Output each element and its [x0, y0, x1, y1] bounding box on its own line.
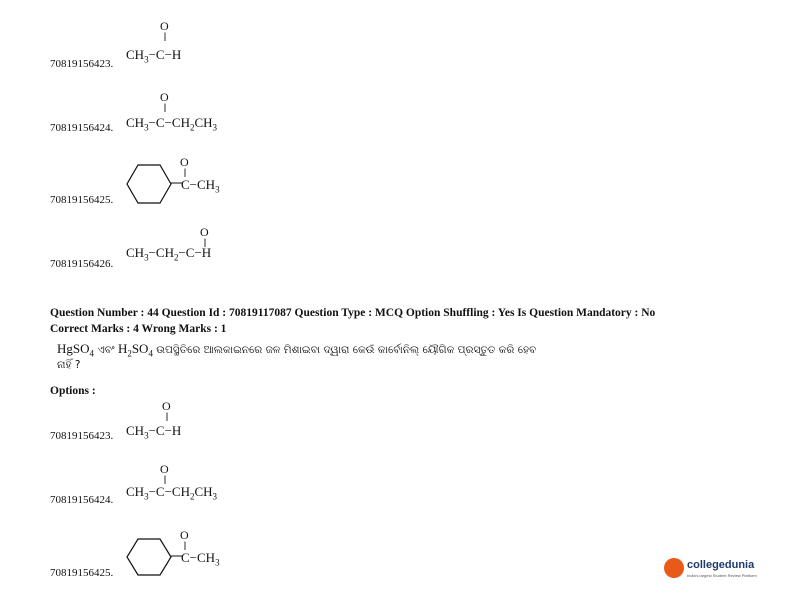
formula-sub: 2 [127, 348, 132, 359]
oxygen-label: O [162, 399, 171, 413]
oxygen-label: O [180, 528, 189, 542]
option-id: 70819156424. [50, 494, 114, 506]
double-bond: || [183, 167, 186, 177]
formula-part: −C−CH [148, 115, 190, 130]
formula-part: −CH [148, 245, 174, 260]
carbonyl-group [200, 226, 209, 246]
option-id: 70819156423. [50, 430, 114, 442]
formula-sub: 3 [215, 184, 220, 195]
structural-formula [181, 550, 220, 568]
logo-brand-text: collegedunia [687, 559, 755, 571]
formula-sub: 4 [89, 348, 95, 359]
structural-formula [126, 115, 217, 133]
question-text-line2: ନାହିଁ ? [57, 359, 81, 371]
collegedunia-logo [664, 556, 764, 584]
structural-formula [126, 245, 211, 263]
double-bond: || [183, 540, 186, 550]
oxygen-label: O [200, 225, 209, 239]
formula-sub: 3 [144, 491, 149, 502]
formula-part: CH [194, 484, 213, 499]
formula-part: CH [126, 115, 145, 130]
oxygen-label: O [160, 19, 169, 33]
formula-part: CH [194, 115, 213, 130]
carbonyl-group [180, 156, 189, 176]
formula-sub: 3 [215, 557, 220, 568]
odia-text: ଏବଂ [94, 344, 118, 356]
formula-part: −C−CH [148, 484, 190, 499]
formula-part: C−CH [181, 177, 216, 192]
double-bond: || [163, 474, 166, 484]
carbonyl-group [162, 400, 171, 420]
formula-part: SO [131, 341, 149, 356]
structural-formula [181, 177, 220, 195]
option-id: 70819156424. [50, 122, 114, 134]
question-meta-line2: Correct Marks : 4 Wrong Marks : 1 [50, 323, 227, 335]
carbonyl-group [180, 529, 189, 549]
formula-sub: 3 [212, 122, 218, 133]
formula-part: −C−H [148, 423, 182, 438]
formula-part: CH [126, 423, 145, 438]
formula-sub: 3 [144, 430, 149, 441]
formula-sub: 3 [144, 252, 149, 263]
formula-part: CH [126, 245, 145, 260]
formula-part: CH [126, 484, 145, 499]
oxygen-label: O [180, 155, 189, 169]
formula-sub: 2 [189, 122, 195, 133]
question-meta-line1: Question Number : 44 Question Id : 70819117087 Question Type : MCQ Option Shuffling : Yes Is Question Mandatory : No [50, 307, 656, 319]
formula-part: C−CH [181, 550, 216, 565]
cyclohexane-ring [126, 163, 172, 205]
structural-formula [126, 484, 217, 502]
double-bond: || [203, 237, 206, 247]
formula-sub: 3 [144, 122, 149, 133]
formula-sub: 3 [212, 491, 218, 502]
carbonyl-group [160, 20, 169, 40]
formula-part: −C−H [178, 245, 212, 260]
double-bond: || [163, 31, 166, 41]
option-id: 70819156425. [50, 194, 114, 206]
structural-formula [126, 47, 181, 65]
double-bond: || [165, 411, 168, 421]
option-id: 70819156425. [50, 567, 114, 579]
formula-sub: 4 [148, 348, 153, 359]
logo-mascot-icon [664, 558, 684, 578]
option-id: 70819156423. [50, 58, 114, 70]
formula-part: CH [126, 47, 145, 62]
odia-text: ଉପସ୍ଥିତିରେ ଆଲକାଇନରେ ଜଳ ମିଶାଇବା ଦ୍ୱାରା କେଉଁ କାର୍ବୋନିଲ୍ ୟୌଗିକ ପ୍ରସ୍ତୁତ କରି ହେବ [152, 344, 537, 356]
carbonyl-group [160, 91, 169, 111]
formula-sub: 3 [144, 54, 149, 65]
oxygen-label: O [160, 90, 169, 104]
double-bond: || [163, 102, 166, 112]
oxygen-label: O [160, 462, 169, 476]
formula-sub: 2 [173, 252, 179, 263]
formula-sub: 2 [189, 491, 195, 502]
formula-part: HgSO [57, 341, 90, 356]
option-id: 70819156426. [50, 258, 114, 270]
question-text [57, 341, 536, 359]
formula-part: H [117, 341, 128, 356]
logo-tagline: India's largest Student Review Platform [687, 573, 757, 578]
formula-part: −C−H [148, 47, 182, 62]
carbonyl-group [160, 463, 169, 483]
options-label: Options : [50, 385, 96, 397]
structural-formula [126, 423, 181, 441]
cyclohexane-ring [126, 537, 172, 577]
